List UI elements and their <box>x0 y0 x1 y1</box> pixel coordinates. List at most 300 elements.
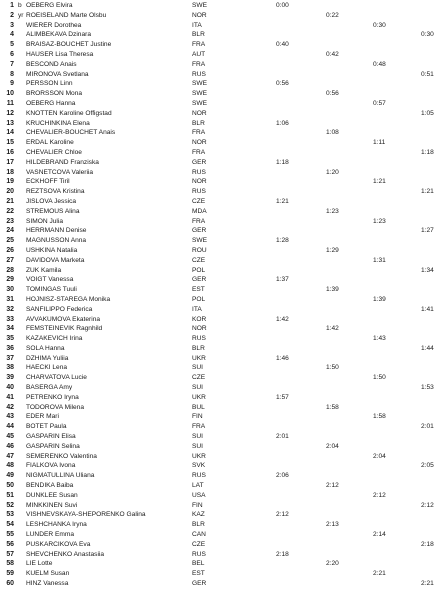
bib-number: 45 <box>6 433 14 441</box>
table-row <box>0 481 447 491</box>
nation-code: FRA <box>192 60 206 68</box>
table-row <box>0 207 447 217</box>
table-row <box>0 510 447 520</box>
nation-code: UKR <box>192 354 206 362</box>
start-time-col-3: 1:11 <box>373 139 386 147</box>
start-time-col-4: 2:12 <box>421 501 434 509</box>
nation-code: FRA <box>192 41 206 49</box>
start-time-col-2: 2:12 <box>326 482 339 490</box>
nation-code: FRA <box>192 217 206 225</box>
nation-code: BLR <box>192 521 205 529</box>
bib-number: 43 <box>6 413 14 421</box>
table-row <box>0 569 447 579</box>
bib-number: 1 <box>10 2 14 9</box>
table-row <box>0 559 447 569</box>
start-time-col-3: 1:39 <box>373 295 386 303</box>
nation-code: RUS <box>192 188 206 196</box>
table-row <box>0 30 447 40</box>
start-time-col-3: 1:43 <box>373 335 386 343</box>
nation-code: NOR <box>192 325 207 333</box>
bib-number: 17 <box>6 158 14 166</box>
start-time-col-2: 0:22 <box>326 11 339 19</box>
start-time-col-1: 1:06 <box>276 119 289 127</box>
start-time-col-3: 1:31 <box>373 256 386 264</box>
table-row <box>0 40 447 50</box>
nation-code: SWE <box>192 99 208 107</box>
bib-number: 50 <box>6 482 14 490</box>
start-time-col-2: 1:50 <box>326 364 339 372</box>
nation-code: LAT <box>192 482 204 490</box>
table-row <box>0 452 447 462</box>
athlete-name: BRORSSON Mona <box>26 90 83 98</box>
table-row <box>0 393 447 403</box>
table-row <box>0 99 447 109</box>
bib-number: 19 <box>6 178 14 186</box>
start-time-col-3: 2:12 <box>373 491 386 499</box>
start-time-col-2: 0:56 <box>326 90 339 98</box>
nation-code: GER <box>192 276 207 284</box>
start-time-col-4: 0:51 <box>421 70 434 78</box>
table-row <box>0 324 447 334</box>
table-row <box>0 550 447 560</box>
table-row <box>0 109 447 119</box>
bib-number: 31 <box>6 295 14 303</box>
nation-code: CAN <box>192 531 206 539</box>
athlete-name: DUNKLEE Susan <box>26 491 78 499</box>
start-time-col-1: 1:42 <box>276 315 289 323</box>
table-row <box>0 305 447 315</box>
table-row <box>0 226 447 236</box>
nation-code: GER <box>192 580 207 588</box>
start-time-col-4: 1:27 <box>421 227 434 235</box>
table-row <box>0 119 447 129</box>
athlete-name: EDER Mari <box>26 413 59 421</box>
athlete-name: KNOTTEN Karoline Offigstad <box>26 109 112 117</box>
nation-code: UKR <box>192 452 206 460</box>
athlete-name: BASERGA Amy <box>26 384 73 392</box>
bib-number: 2 <box>10 11 14 19</box>
start-time-col-3: 1:21 <box>373 178 386 186</box>
bib-number: 6 <box>10 50 14 58</box>
table-row <box>0 295 447 305</box>
table-row <box>0 246 447 256</box>
nation-code: FRA <box>192 129 206 137</box>
athlete-name: HAECKI Lena <box>26 364 68 372</box>
bib-number: 32 <box>6 305 14 313</box>
nation-code: ITA <box>192 305 202 313</box>
athlete-name: MAGNUSSON Anna <box>26 237 87 245</box>
start-time-col-2: 1:39 <box>326 286 339 294</box>
start-time-col-2: 2:04 <box>326 442 339 450</box>
start-time-col-1: 1:57 <box>276 393 289 401</box>
athlete-name: SANFILIPPO Federica <box>26 305 93 313</box>
bib-number: 59 <box>6 570 14 578</box>
table-row <box>0 148 447 158</box>
bib-number: 14 <box>6 129 14 137</box>
bib-number: 56 <box>6 540 14 548</box>
nation-code: FRA <box>192 148 206 156</box>
table-row <box>0 315 447 325</box>
bib-number: 22 <box>6 207 14 215</box>
nation-code: RUS <box>192 168 206 176</box>
nation-code: AUT <box>192 50 206 58</box>
start-time-col-3: 0:48 <box>373 60 386 68</box>
nation-code: CZE <box>192 256 206 264</box>
athlete-name: ERDAL Karoline <box>26 139 74 147</box>
nation-code: USA <box>192 491 206 499</box>
table-row <box>0 520 447 530</box>
athlete-name: BENDIKA Baiba <box>26 482 74 490</box>
table-row <box>0 11 447 21</box>
nation-code: RUS <box>192 472 206 480</box>
bib-number: 33 <box>6 315 14 323</box>
athlete-name: GASPARIN Selina <box>26 442 80 450</box>
nation-code: ROU <box>192 246 207 254</box>
table-row <box>0 1 447 11</box>
bib-number: 13 <box>6 119 14 127</box>
athlete-name: HAUSER Lisa Theresa <box>26 50 94 58</box>
bib-number: 58 <box>6 560 14 568</box>
table-row <box>0 89 447 99</box>
athlete-name: VASNETCOVA Valeriia <box>26 168 94 176</box>
athlete-name: DAVIDOVA Marketa <box>26 256 85 264</box>
start-time-col-2: 2:20 <box>326 560 339 568</box>
start-time-col-1: 2:01 <box>276 433 289 441</box>
athlete-name: LUNDER Emma <box>26 531 74 539</box>
athlete-name: MINKKINEN Suvi <box>26 501 78 509</box>
athlete-name: SEMERENKO Valentina <box>26 452 97 460</box>
table-row <box>0 128 447 138</box>
table-row <box>0 275 447 285</box>
nation-code: NOR <box>192 11 207 19</box>
bib-number: 12 <box>6 109 14 117</box>
table-row <box>0 403 447 413</box>
table-row <box>0 138 447 148</box>
start-time-col-4: 1:34 <box>421 266 434 274</box>
table-row <box>0 158 447 168</box>
athlete-name: KAZAKEVICH Irina <box>26 335 83 343</box>
bib-number: 10 <box>6 90 14 98</box>
nation-code: FRA <box>192 423 206 431</box>
start-time-col-1: 1:28 <box>276 237 289 245</box>
start-time-col-4: 2:05 <box>421 462 434 470</box>
table-row <box>0 60 447 70</box>
nation-code: NOR <box>192 178 207 186</box>
bib-number: 46 <box>6 442 14 450</box>
athlete-name: HINZ Vanessa <box>26 580 69 588</box>
athlete-name: CHARVATOVA Lucie <box>26 374 87 382</box>
athlete-name: DZHIMA Yuliia <box>26 354 69 362</box>
nation-code: SUI <box>192 433 203 441</box>
table-row <box>0 530 447 540</box>
nation-code: CZE <box>192 540 206 548</box>
athlete-name: SHEVCHENKO Anastasiia <box>26 550 105 558</box>
table-row <box>0 471 447 481</box>
athlete-name: HERRMANN Denise <box>26 227 87 235</box>
bib-number: 9 <box>10 80 14 88</box>
nation-code: NOR <box>192 139 207 147</box>
bib-number: 30 <box>6 286 14 294</box>
bib-number: 4 <box>10 31 14 39</box>
nation-code: SWE <box>192 90 208 98</box>
nation-code: FIN <box>192 413 203 421</box>
nation-code: SWE <box>192 237 208 245</box>
bib-number: 27 <box>6 256 14 264</box>
table-row <box>0 285 447 295</box>
athlete-name: CHEVALIER-BOUCHET Anais <box>26 129 116 137</box>
athlete-name: PERSSON Linn <box>26 80 73 88</box>
table-row <box>0 266 447 276</box>
bib-number: 51 <box>6 491 14 499</box>
table-row <box>0 236 447 246</box>
start-time-col-4: 1:41 <box>421 305 434 313</box>
bib-number: 25 <box>6 237 14 245</box>
athlete-name: SOLA Hanna <box>26 344 65 352</box>
start-time-col-3: 1:50 <box>373 374 386 382</box>
athlete-name: VOIGT Vanessa <box>26 276 74 284</box>
start-time-col-3: 1:23 <box>373 217 386 225</box>
start-time-col-3: 2:21 <box>373 570 386 578</box>
table-row <box>0 197 447 207</box>
athlete-name: FIALKOVA Ivona <box>26 462 76 470</box>
start-time-col-4: 1:21 <box>421 188 434 196</box>
start-time-col-4: 1:44 <box>421 344 434 352</box>
nation-code: EST <box>192 286 205 294</box>
nation-code: EST <box>192 570 205 578</box>
athlete-name: BRAISAZ-BOUCHET Justine <box>26 41 112 49</box>
table-row <box>0 344 447 354</box>
athlete-name: HOJNISZ-STAREGA Monika <box>26 295 111 303</box>
table-row <box>0 177 447 187</box>
athlete-name: TODOROVA Milena <box>26 403 85 411</box>
bib-number: 8 <box>10 70 14 78</box>
table-row <box>0 50 447 60</box>
bib-number: 24 <box>6 227 14 235</box>
bib-number: 16 <box>6 148 14 156</box>
start-time-col-1: 1:21 <box>276 197 289 205</box>
athlete-name: PETRENKO Iryna <box>26 393 79 401</box>
table-row <box>0 354 447 364</box>
athlete-name: ROEISELAND Marte Olsbu <box>26 11 107 19</box>
athlete-name: AVVAKUMOVA Ekaterina <box>26 315 101 323</box>
bib-number: 49 <box>6 472 14 480</box>
table-row <box>0 334 447 344</box>
table-row <box>0 432 447 442</box>
nation-code: SWE <box>192 80 208 88</box>
table-row <box>0 461 447 471</box>
table-row <box>0 256 447 266</box>
bib-number: 28 <box>6 266 14 274</box>
bib-number: 40 <box>6 384 14 392</box>
nation-code: GER <box>192 158 207 166</box>
athlete-name: USHKINA Natalia <box>26 246 78 254</box>
bib-number: 42 <box>6 403 14 411</box>
nation-code: GER <box>192 227 207 235</box>
athlete-name: SIMON Julia <box>26 217 64 225</box>
bib-number: 47 <box>6 452 14 460</box>
bib-number: 55 <box>6 531 14 539</box>
start-time-col-4: 1:05 <box>421 109 434 117</box>
bib-number: 15 <box>6 139 14 147</box>
start-time-col-4: 1:53 <box>421 384 434 392</box>
bib-number: 36 <box>6 344 14 352</box>
table-row <box>0 79 447 89</box>
table-row <box>0 373 447 383</box>
bib-number: 38 <box>6 364 14 372</box>
athlete-name: GASPARIN Elisa <box>26 433 76 441</box>
start-list-table <box>0 1 447 589</box>
athlete-name: FEMSTEINEVIK Ragnhild <box>26 325 103 333</box>
athlete-name: BESCOND Anais <box>26 60 77 68</box>
athlete-name: VISHNEVSKAYA-SHEPORENKO Galina <box>26 511 146 519</box>
nation-code: SVK <box>192 462 206 470</box>
table-row <box>0 21 447 31</box>
start-time-col-2: 1:42 <box>326 325 339 333</box>
table-row <box>0 491 447 501</box>
athlete-name: ECKHOFF Tiril <box>26 178 70 186</box>
start-time-col-1: 1:37 <box>276 276 289 284</box>
start-time-col-3: 1:58 <box>373 413 386 421</box>
start-time-col-1: 1:18 <box>276 158 289 166</box>
nation-code: RUS <box>192 550 206 558</box>
bib-marker: yr <box>18 11 24 19</box>
bib-number: 18 <box>6 168 14 176</box>
table-row <box>0 540 447 550</box>
nation-code: SUI <box>192 364 203 372</box>
bib-number: 26 <box>6 246 14 254</box>
athlete-name: HILDEBRAND Franziska <box>26 158 99 166</box>
bib-number: 60 <box>6 580 14 588</box>
nation-code: SUI <box>192 384 203 392</box>
athlete-name: STREMOUS Alina <box>26 207 80 215</box>
athlete-name: CHEVALIER Chloe <box>26 148 82 156</box>
nation-code: CZE <box>192 374 206 382</box>
bib-number: 35 <box>6 335 14 343</box>
start-time-col-2: 1:58 <box>326 403 339 411</box>
athlete-name: PUSKARCIKOVA Eva <box>26 540 91 548</box>
nation-code: BLR <box>192 31 205 39</box>
nation-code: NOR <box>192 109 207 117</box>
nation-code: RUS <box>192 70 206 78</box>
bib-number: 44 <box>6 423 14 431</box>
start-time-col-4: 0:30 <box>421 31 434 39</box>
start-time-col-1: 1:46 <box>276 354 289 362</box>
nation-code: POL <box>192 295 206 303</box>
bib-number: 54 <box>6 521 14 529</box>
start-time-col-4: 2:21 <box>421 580 434 588</box>
bib-number: 21 <box>6 197 14 205</box>
table-row <box>0 412 447 422</box>
bib-number: 41 <box>6 393 14 401</box>
table-row <box>0 501 447 511</box>
start-time-col-3: 2:04 <box>373 452 386 460</box>
bib-number: 37 <box>6 354 14 362</box>
nation-code: KOR <box>192 315 207 323</box>
nation-code: BLR <box>192 344 205 352</box>
nation-code: UKR <box>192 393 206 401</box>
start-time-col-1: 2:06 <box>276 472 289 480</box>
nation-code: KAZ <box>192 511 205 519</box>
nation-code: POL <box>192 266 206 274</box>
start-time-col-1: 2:12 <box>276 511 289 519</box>
athlete-name: KRUCHINKINA Elena <box>26 119 90 127</box>
table-row <box>0 217 447 227</box>
start-time-col-1: 0:00 <box>276 2 289 9</box>
table-row <box>0 168 447 178</box>
start-time-col-2: 1:20 <box>326 168 339 176</box>
start-time-col-3: 0:57 <box>373 99 386 107</box>
athlete-name: NIGMATULLINA Uliana <box>26 472 95 480</box>
bib-number: 39 <box>6 374 14 382</box>
bib-number: 53 <box>6 511 14 519</box>
table-row <box>0 70 447 80</box>
athlete-name: TOMINGAS Tuuli <box>26 286 77 294</box>
start-time-col-4: 1:18 <box>421 148 434 156</box>
athlete-name: KUELM Susan <box>26 570 70 578</box>
bib-number: 11 <box>6 99 14 107</box>
bib-number: 52 <box>6 501 14 509</box>
table-row <box>0 579 447 589</box>
nation-code: MDA <box>192 207 207 215</box>
start-time-col-2: 1:29 <box>326 246 339 254</box>
start-time-col-2: 0:42 <box>326 50 339 58</box>
athlete-name: WIERER Dorothea <box>26 21 82 29</box>
athlete-name: MIRONOVA Svetlana <box>26 70 89 78</box>
athlete-name: LESHCHANKA Iryna <box>26 521 87 529</box>
bib-number: 29 <box>6 276 14 284</box>
athlete-name: ALIMBEKAVA Dzinara <box>26 31 91 39</box>
nation-code: ITA <box>192 21 202 29</box>
start-time-col-4: 2:18 <box>421 540 434 548</box>
bib-number: 20 <box>6 188 14 196</box>
nation-code: CZE <box>192 197 206 205</box>
start-time-col-1: 0:40 <box>276 41 289 49</box>
start-time-col-1: 2:18 <box>276 550 289 558</box>
start-time-col-2: 2:13 <box>326 521 339 529</box>
bib-number: 48 <box>6 462 14 470</box>
table-row <box>0 363 447 373</box>
athlete-name: OEBERG Hanna <box>26 99 76 107</box>
athlete-name: LIE Lotte <box>26 560 53 568</box>
nation-code: RUS <box>192 335 206 343</box>
bib-number: 57 <box>6 550 14 558</box>
table-row <box>0 442 447 452</box>
table-row <box>0 422 447 432</box>
start-time-col-1: 0:56 <box>276 80 289 88</box>
nation-code: BLR <box>192 119 205 127</box>
nation-code: SWE <box>192 2 208 9</box>
bib-number: 7 <box>10 60 14 68</box>
start-time-col-3: 0:30 <box>373 21 386 29</box>
bib-number: 3 <box>10 21 14 29</box>
start-time-col-2: 1:23 <box>326 207 339 215</box>
athlete-name: REZTSOVA Kristina <box>26 188 85 196</box>
nation-code: BEL <box>192 560 205 568</box>
bib-marker: b <box>18 2 22 9</box>
start-time-col-3: 2:14 <box>373 531 386 539</box>
table-row <box>0 383 447 393</box>
nation-code: BUL <box>192 403 205 411</box>
nation-code: SUI <box>192 442 203 450</box>
table-row <box>0 187 447 197</box>
nation-code: FIN <box>192 501 203 509</box>
athlete-name: BOTET Paula <box>26 423 67 431</box>
bib-number: 5 <box>10 41 14 49</box>
athlete-name: OEBERG Elvira <box>26 2 73 9</box>
bib-number: 34 <box>6 325 14 333</box>
bib-number: 23 <box>6 217 14 225</box>
athlete-name: JISLOVA Jessica <box>26 197 77 205</box>
